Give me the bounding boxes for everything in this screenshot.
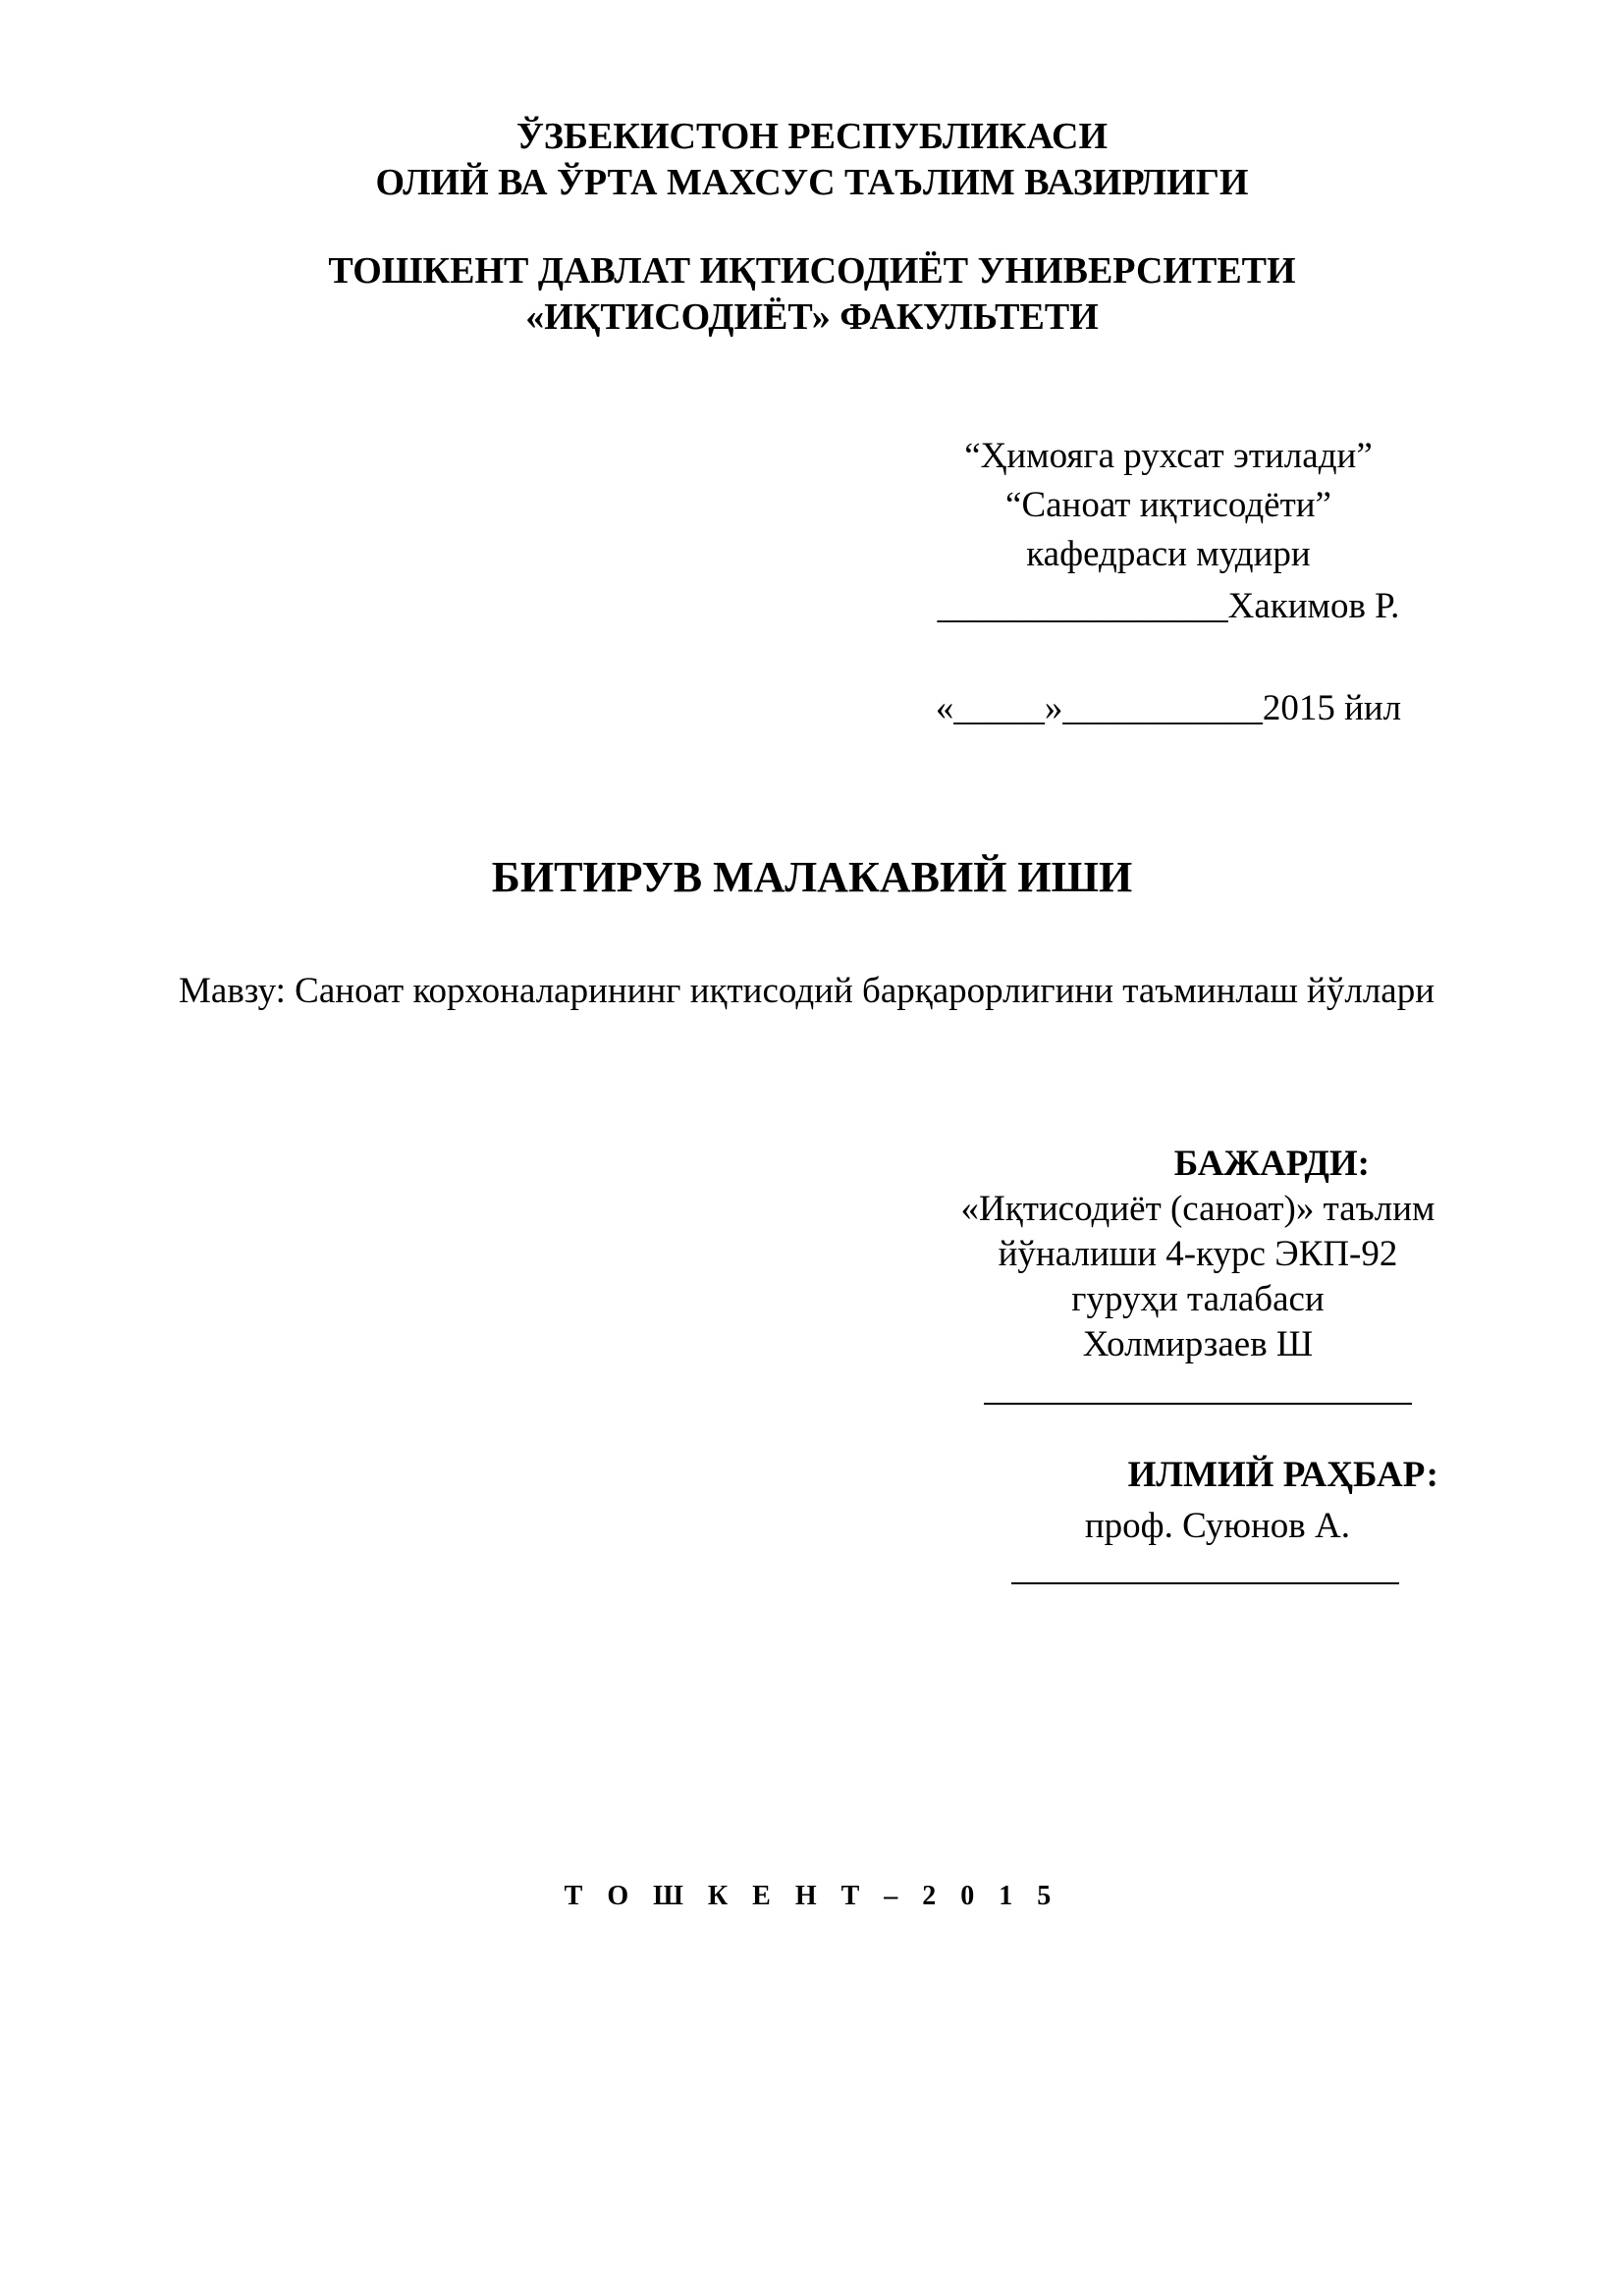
approval-department: “Саноат иқтисодёти” (1005, 485, 1331, 525)
ministry-name: ОЛИЙ ВА ЎРТА МАХСУС ТАЪЛИМ ВАЗИРЛИГИ (375, 162, 1249, 203)
advisor-block (884, 1453, 1512, 1594)
approval-position: кафедраси мудири (1026, 534, 1311, 574)
university-name: ТОШКЕНТ ДАВЛАТ ИҚТИСОДИЁТ УНИВЕРСИТЕТИ (328, 250, 1296, 292)
work-topic: Мавзу: Саноат корхоналарининг иқтисодий барқарорлигини таъминлаш йўллари (179, 971, 1435, 1011)
city-year: Т О Ш К Е Н Т – 2 0 1 5 (564, 1881, 1060, 1911)
performed-program: «Иқтисодиёт (саноат)» таълим (960, 1189, 1435, 1229)
performed-label: БАЖАРДИ: (1173, 1144, 1370, 1184)
faculty-name: «ИҚТИСОДИЁТ» ФАКУЛЬТЕТИ (525, 296, 1099, 338)
advisor-name: проф. Суюнов А. (1084, 1506, 1350, 1546)
approval-head-signature: ________________Хакимов Р. (937, 586, 1400, 626)
advisor-signature-line (1011, 1549, 1399, 1584)
student-name: Холмирзаев Ш (1082, 1324, 1314, 1364)
performed-group: гуруҳи талабаси (1071, 1279, 1325, 1319)
student-signature-line (984, 1367, 1412, 1405)
advisor-label: ИЛМИЙ РАҲБАР: (1127, 1455, 1438, 1495)
performed-course: йўналиши 4-курс ЭКП-92 (998, 1234, 1398, 1274)
performed-block (884, 1142, 1512, 1413)
ministry-country: ЎЗБЕКИСТОН РЕСПУБЛИКАСИ (515, 116, 1109, 157)
work-title: БИТИРУВ МАЛАКАВИЙ ИШИ (491, 853, 1133, 901)
approval-date: «_____»___________2015 йил (935, 688, 1402, 728)
approval-title: “Ҳимояга рухсат этилади” (964, 436, 1373, 476)
